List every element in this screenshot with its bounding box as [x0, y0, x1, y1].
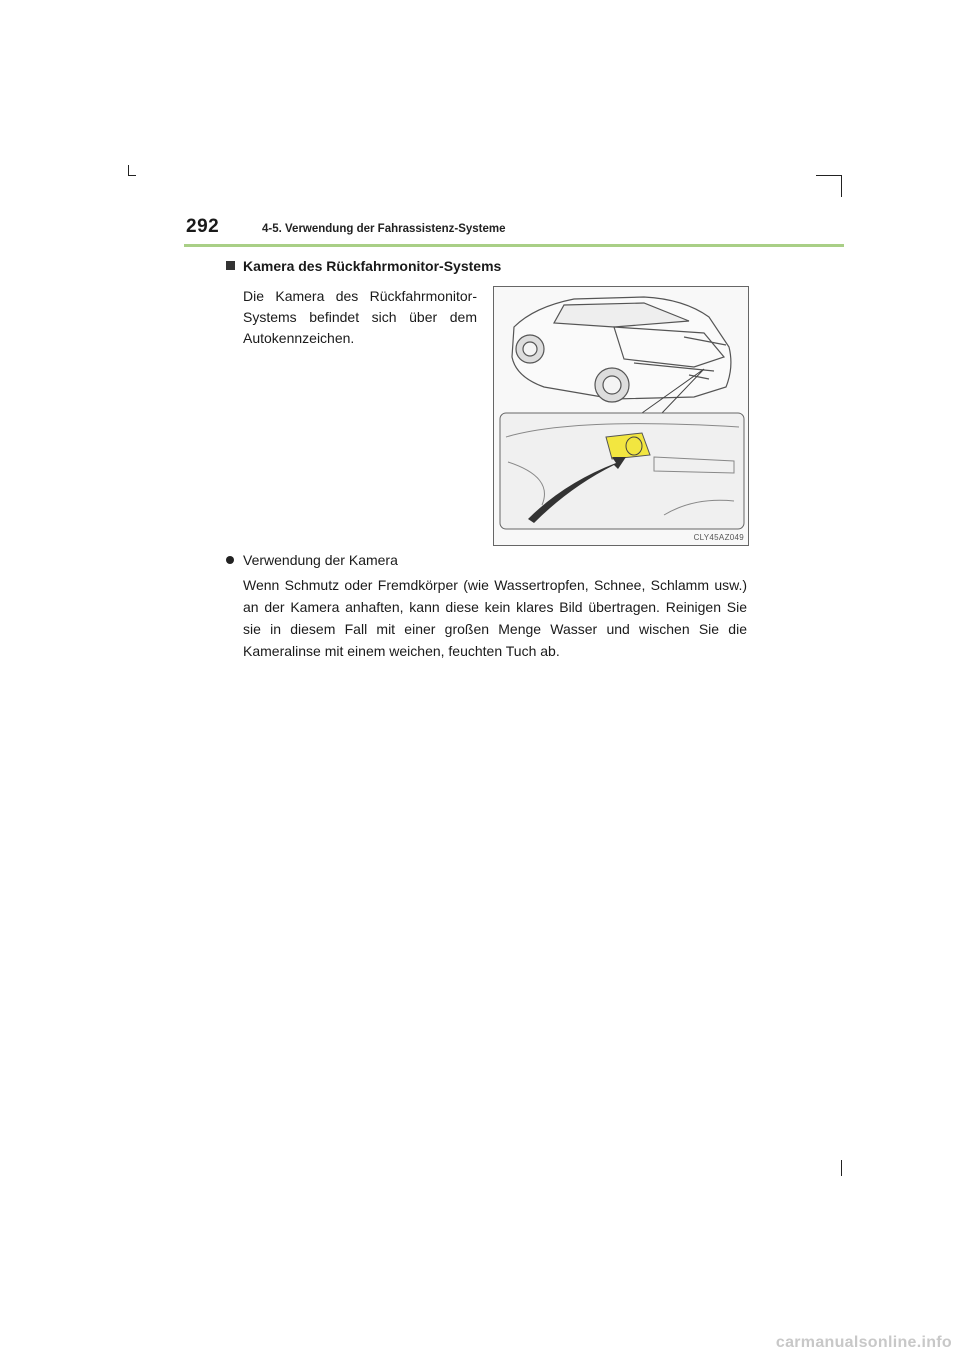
section-heading — [226, 258, 501, 274]
figure-code: CLY45AZ049 — [693, 533, 744, 542]
watermark: carmanualsonline.info — [775, 1334, 952, 1351]
bullet-paragraph: Wenn Schmutz oder Fremdkörper (wie Wassertropfen, Schnee, Schlamm usw.) an der Kamera anhaften, kann diese kein klares Bild übertragen. Reinigen Sie sie in diesem Fall mit einer großen Menge Wasser und wischen Sie die Kameralinse mit einem weichen, feuchten Tuch ab. — [243, 577, 747, 659]
bullet-heading — [226, 552, 398, 568]
section-heading-text: Kamera des Rückfahrmonitor-Systems — [243, 258, 502, 274]
page-number: 292 — [186, 216, 220, 237]
section-header: 4-5. Verwendung der Fahrassistenz-Systeme — [262, 223, 506, 235]
camera-lens — [626, 437, 642, 455]
bullet-heading-text: Verwendung der Kamera — [243, 552, 398, 568]
car-rear-view — [512, 297, 731, 402]
camera-location-figure — [493, 286, 749, 546]
header-rule — [184, 244, 844, 247]
camera-illustration — [494, 287, 750, 547]
crop-mark-top-left-v — [128, 165, 129, 175]
round-bullet-icon — [226, 556, 234, 564]
crop-mark-top-left-h — [128, 175, 136, 176]
intro-paragraph: Die Kamera des Rückfahrmonitor-Systems befindet sich über dem Autokennzeichen. — [243, 288, 477, 346]
crop-mark-top-right-h — [816, 175, 842, 176]
crop-mark-top-right-v — [841, 175, 842, 197]
square-bullet-icon — [226, 261, 235, 270]
crop-mark-bottom-right-v — [841, 1160, 842, 1176]
